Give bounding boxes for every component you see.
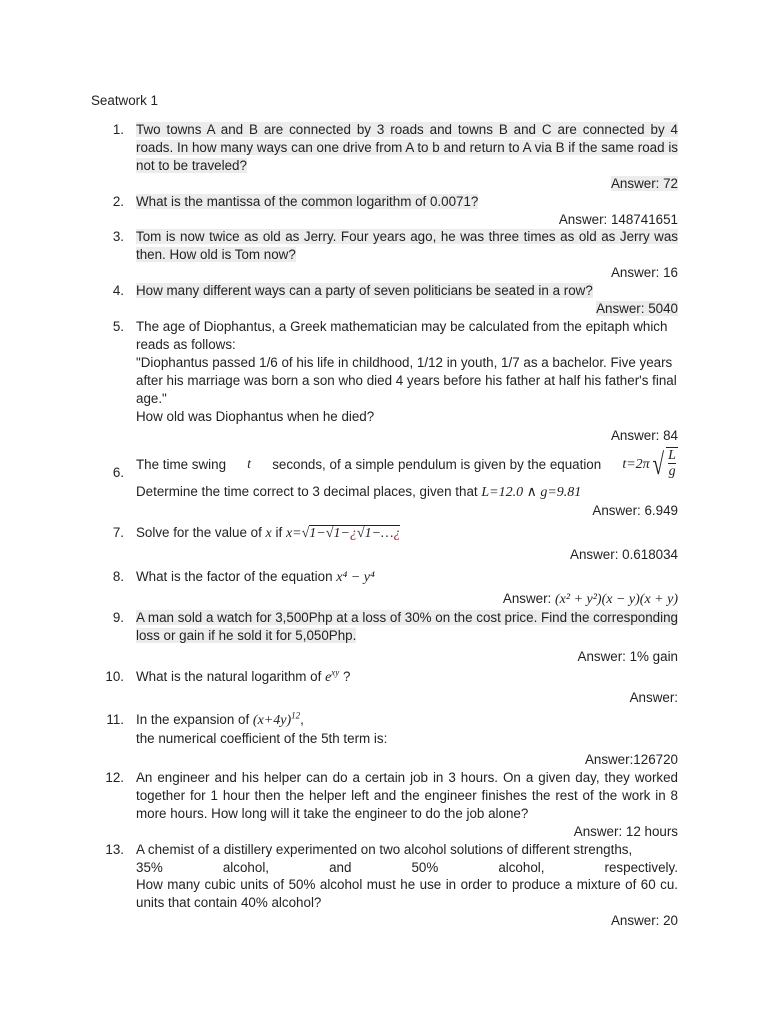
answer-text: Answer: 5040 [596,301,678,317]
sqrt-sign-icon: √ [301,526,310,542]
question-number: 3. [112,229,124,245]
question-text-line: How old was Diophantus when he died? [136,408,375,424]
question-text: Tom is now twice as old as Jerry. Four years ago, he was three times as old as Jerry was then. How old is Tom now? [136,229,678,263]
given-values: L=12.0 ∧ g=9.81 [481,485,582,501]
fraction-numerator: L [668,448,676,464]
binomial-expression: $(x+4y)^{12}$ [252,710,301,729]
question-text: What is the mantissa of the common logarithm of 0.0071? [136,193,479,209]
pendulum-equation [622,447,678,483]
question-number: 4. [112,283,124,299]
answer-label: Answer: [502,590,552,606]
question-number: 2. [112,193,124,209]
fraction-denominator: g [668,464,676,480]
question-list [104,121,678,930]
question-5 [104,318,678,445]
question-2 [104,193,678,229]
question-11: 11. In the expansion of $(x+4y)^{12}$, the numerical coefficient of the 5th term is: Answer:126720 [104,711,678,769]
question-text-line: The age of Diophantus, a Greek mathematician may be calculated from the epitaph which reads as follows: [136,318,668,352]
question-text-part: Determine the time correct to 3 decimal places, given that [136,484,478,500]
answer-text: Answer:126720 [584,752,678,768]
answer-text: Answer: 0.618034 [570,547,678,563]
question-13 [104,841,678,931]
sqrt-sign-icon: √ [652,448,664,482]
question-8 [104,568,678,609]
question-text: An engineer and his helper can do a certain job in 3 hours. On a given day, they worked together for 1 hour then the helper left and the engineer finishes the rest of the work in 8 more hours. How long will it take the engineer to do the job alone? [136,770,678,821]
question-text-part: In the expansion of [136,712,250,728]
question-text-line: the numerical coefficient of the 5th term is: [136,731,388,747]
question-text: What is the natural logarithm of [136,669,322,685]
question-text-line: How many cubic units of 50% alcohol must he use in order to produce a mixture of 60 cu. units that contain 40% alcohol? [136,877,678,911]
question-text-part: The time swing [136,457,227,473]
question-text-part: if [275,525,283,541]
question-12 [104,769,678,841]
answer-expression: (x² + y²)(x − y)(x + y) [555,591,678,607]
answer-text: Answer: 148741651 [558,211,678,227]
question-number: 13. [105,841,124,857]
answer-text: Answer: 72 [611,175,678,191]
question-number: 7. [112,525,124,541]
question-number: 6. [112,465,124,481]
equation-lhs: t=2π [622,457,650,473]
question-1 [104,121,678,193]
question-text: What is the factor of the equation [136,568,333,584]
answer-text: Answer: [629,690,678,706]
question-4 [104,282,678,318]
question-number: 9. [112,609,124,625]
question-3 [104,228,678,282]
answer-text: Answer: 1% gain [577,648,678,664]
question-text: How many different ways can a party of seven politicians be seated in a row? [136,283,593,299]
sqrt-sign-icon: √ [356,526,365,542]
question-number: 8. [112,568,124,584]
sqrt-sign-icon: √ [325,526,334,542]
exponential-expression: $e^{xy}$ [325,667,340,686]
answer-text: Answer: 6.949 [592,503,678,519]
answer-text: Answer: 12 hours [573,823,678,839]
question-text-line: A chemist of a distillery experimented on two alcohol solutions of different strengths, [136,841,633,857]
question-text: A man sold a watch for 3,500Php at a loss of 30% on the cost price. Find the corresponding loss or gain if he sold it for 5,050Php. [136,609,678,643]
question-number: 10. [105,669,124,685]
question-number: 5. [112,318,124,334]
question-9 [104,609,678,666]
variable-t: t [247,457,252,473]
epitaph-quote: "Diophantus passed 1/6 of his life in childhood, 1/12 in youth, 1/7 as a bachelor. Five years after his marriage was born a son who died 4 years before his father at half his father's final age." [136,354,677,406]
question-number: 12. [105,770,124,785]
question-number: 11. [106,712,124,728]
question-text-part: Solve for the value of [136,525,262,541]
question-text-line: 35% alcohol, and 50% alcohol, respectively. [136,859,678,875]
answer-text: Answer: 20 [611,913,678,929]
question-6 [104,447,678,520]
variable-x: x [265,526,272,542]
quartic-expression: x⁴ − y⁴ [336,569,375,585]
answer-text: Answer: 84 [611,428,678,444]
question-text: Two towns A and B are connected by 3 roads and towns B and C are connected by 4 roads. In how many ways can one drive from A to b and return to A via B if the same road is not to be traveled? [136,122,678,173]
question-number: 1. [112,122,124,137]
page-title: Seatwork 1 [91,93,158,108]
question-7 [104,524,678,564]
answer-text: Answer: 16 [611,265,678,281]
question-10: 10. What is the natural logarithm of $e^{xy}$ ? Answer: [105,667,678,706]
nested-radical-equation: x=√1−√1−¿√1−…¿ [285,526,401,542]
question-text-part: seconds, of a simple pendulum is given by the equation [272,457,602,473]
